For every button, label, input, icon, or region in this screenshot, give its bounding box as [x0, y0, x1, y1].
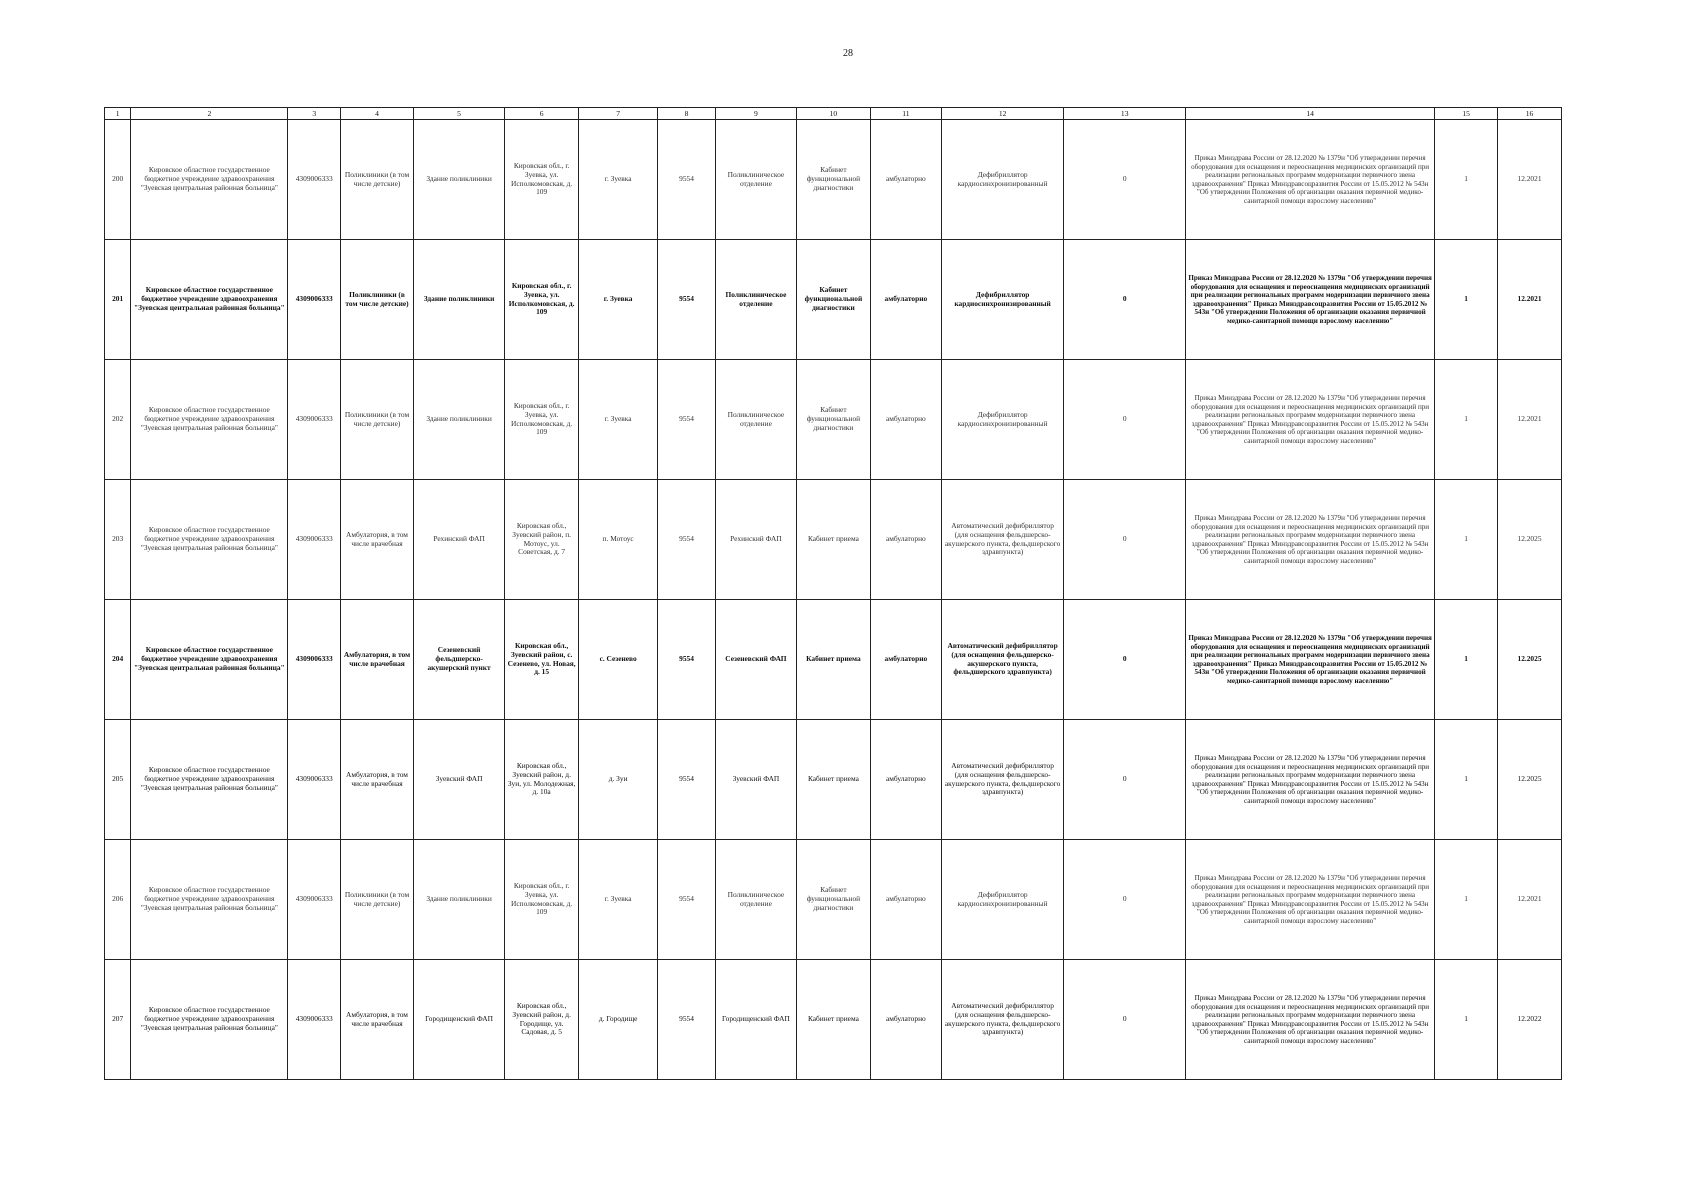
organization-cell: Кировское областное государственное бюджетное учреждение здравоохранения "Зуевская центральная районная больница": [131, 240, 288, 360]
facility-unit-cell: Зуевский ФАП: [413, 720, 504, 840]
care-form-cell: амбулаторно: [870, 960, 941, 1080]
organization-cell: Кировское областное государственное бюджетное учреждение здравоохранения "Зуевская центральная районная больница": [131, 480, 288, 600]
column-number: 16: [1498, 108, 1562, 120]
address-cell: Кировская обл., г. Зуевка, ул. Исполкомовская, д. 109: [505, 240, 579, 360]
column-number: 4: [341, 108, 414, 120]
row-number-cell: 203: [105, 480, 131, 600]
inn-cell: 4309006333: [288, 960, 341, 1080]
order-reference-cell: Приказ Минздрава России от 28.12.2020 № 1379н "Об утверждении перечня оборудования для оснащения и переоснащения медицинских организаций при реализации региональных программ модернизации первичного звена здравоохранения" Приказ Минздравсоцразвития России от 15.05.2012 № 543н "Об утверждении Положения об организации оказания первичной медико-санитарной помощи взрослому населению": [1185, 960, 1434, 1080]
facility-type-cell: Амбулатория, в том числе врачебная: [341, 480, 414, 600]
row-number-cell: 206: [105, 840, 131, 960]
department-cell: Рехинский ФАП: [715, 480, 796, 600]
address-cell: Кировская обл., Зуевский район, д. Зуи, ул. Молодежная, д. 10а: [505, 720, 579, 840]
facility-type-cell: Поликлиники (в том числе детские): [341, 840, 414, 960]
care-form-cell: амбулаторно: [870, 600, 941, 720]
column-13-cell: 0: [1064, 480, 1186, 600]
quantity-cell: 1: [1435, 600, 1498, 720]
column-number: 9: [715, 108, 796, 120]
inn-cell: 4309006333: [288, 720, 341, 840]
column-13-cell: 0: [1064, 600, 1186, 720]
date-cell: 12.2021: [1498, 360, 1562, 480]
department-cell: Зуевский ФАП: [715, 720, 796, 840]
date-cell: 12.2025: [1498, 600, 1562, 720]
row-number-cell: 207: [105, 960, 131, 1080]
room-cell: Кабинет приема: [796, 480, 870, 600]
locality-cell: д. Зуи: [579, 720, 658, 840]
order-reference-cell: Приказ Минздрава России от 28.12.2020 № 1379н "Об утверждении перечня оборудования для оснащения и переоснащения медицинских организаций при реализации региональных программ модернизации первичного звена здравоохранения" Приказ Минздравсоцразвития России от 15.05.2012 № 543н "Об утверждении Положения об организации оказания первичной медико-санитарной помощи взрослому населению": [1185, 720, 1434, 840]
locality-cell: г. Зуевка: [579, 840, 658, 960]
facility-unit-cell: Сезеневский фельдшерско-акушерский пункт: [413, 600, 504, 720]
address-cell: Кировская обл., г. Зуевка, ул. Исполкомовская, д. 109: [505, 840, 579, 960]
column-number: 7: [579, 108, 658, 120]
table-row: [105, 120, 1562, 240]
code-cell: 9554: [658, 960, 716, 1080]
column-13-cell: 0: [1064, 720, 1186, 840]
inn-cell: 4309006333: [288, 480, 341, 600]
department-cell: Городищенский ФАП: [715, 960, 796, 1080]
equipment-cell: Дефибриллятор кардиосинхронизированный: [941, 120, 1064, 240]
date-cell: 12.2021: [1498, 240, 1562, 360]
locality-cell: д. Городище: [579, 960, 658, 1080]
quantity-cell: 1: [1435, 360, 1498, 480]
locality-cell: г. Зуевка: [579, 240, 658, 360]
department-cell: Сезеневский ФАП: [715, 600, 796, 720]
quantity-cell: 1: [1435, 960, 1498, 1080]
order-reference-cell: Приказ Минздрава России от 28.12.2020 № 1379н "Об утверждении перечня оборудования для оснащения и переоснащения медицинских организаций при реализации региональных программ модернизации первичного звена здравоохранения" Приказ Минздравсоцразвития России от 15.05.2012 № 543н "Об утверждении Положения об организации оказания первичной медико-санитарной помощи взрослому населению": [1185, 240, 1434, 360]
room-cell: Кабинет функциональной диагностики: [796, 840, 870, 960]
column-number: 11: [870, 108, 941, 120]
facility-unit-cell: Здание поликлиники: [413, 240, 504, 360]
date-cell: 12.2025: [1498, 480, 1562, 600]
date-cell: 12.2021: [1498, 840, 1562, 960]
facility-type-cell: Поликлиники (в том числе детские): [341, 360, 414, 480]
department-cell: Поликлиническое отделение: [715, 840, 796, 960]
room-cell: Кабинет приема: [796, 600, 870, 720]
table-row: [105, 360, 1562, 480]
facility-unit-cell: Здание поликлиники: [413, 360, 504, 480]
inn-cell: 4309006333: [288, 840, 341, 960]
department-cell: Поликлиническое отделение: [715, 120, 796, 240]
locality-cell: с. Сезенево: [579, 600, 658, 720]
code-cell: 9554: [658, 360, 716, 480]
locality-cell: г. Зуевка: [579, 360, 658, 480]
facility-type-cell: Амбулатория, в том числе врачебная: [341, 600, 414, 720]
locality-cell: г. Зуевка: [579, 120, 658, 240]
column-number-row: [105, 108, 1562, 120]
facility-type-cell: Поликлиники (в том числе детские): [341, 240, 414, 360]
organization-cell: Кировское областное государственное бюджетное учреждение здравоохранения "Зуевская центральная районная больница": [131, 120, 288, 240]
care-form-cell: амбулаторно: [870, 360, 941, 480]
facility-unit-cell: Здание поликлиники: [413, 120, 504, 240]
inn-cell: 4309006333: [288, 120, 341, 240]
care-form-cell: амбулаторно: [870, 120, 941, 240]
table-row: [105, 480, 1562, 600]
address-cell: Кировская обл., г. Зуевка, ул. Исполкомовская, д. 109: [505, 120, 579, 240]
column-number: 15: [1435, 108, 1498, 120]
table-row: [105, 600, 1562, 720]
column-number: 10: [796, 108, 870, 120]
date-cell: 12.2022: [1498, 960, 1562, 1080]
table-row: [105, 240, 1562, 360]
code-cell: 9554: [658, 840, 716, 960]
code-cell: 9554: [658, 480, 716, 600]
care-form-cell: амбулаторно: [870, 480, 941, 600]
department-cell: Поликлиническое отделение: [715, 360, 796, 480]
column-13-cell: 0: [1064, 960, 1186, 1080]
room-cell: Кабинет функциональной диагностики: [796, 360, 870, 480]
column-number: 6: [505, 108, 579, 120]
column-number: 5: [413, 108, 504, 120]
equipment-cell: Автоматический дефибриллятор (для оснащения фельдшерско-акушерского пункта, фельдшерского здравпункта): [941, 600, 1064, 720]
quantity-cell: 1: [1435, 240, 1498, 360]
row-number-cell: 205: [105, 720, 131, 840]
organization-cell: Кировское областное государственное бюджетное учреждение здравоохранения "Зуевская центральная районная больница": [131, 600, 288, 720]
column-13-cell: 0: [1064, 120, 1186, 240]
column-number: 3: [288, 108, 341, 120]
column-13-cell: 0: [1064, 240, 1186, 360]
code-cell: 9554: [658, 240, 716, 360]
equipment-table: [104, 107, 1562, 1080]
order-reference-cell: Приказ Минздрава России от 28.12.2020 № 1379н "Об утверждении перечня оборудования для оснащения и переоснащения медицинских организаций при реализации региональных программ модернизации первичного звена здравоохранения" Приказ Минздравсоцразвития России от 15.05.2012 № 543н "Об утверждении Положения об организации оказания первичной медико-санитарной помощи взрослому населению": [1185, 360, 1434, 480]
care-form-cell: амбулаторно: [870, 840, 941, 960]
equipment-cell: Дефибриллятор кардиосинхронизированный: [941, 240, 1064, 360]
facility-unit-cell: Здание поликлиники: [413, 840, 504, 960]
column-number: 12: [941, 108, 1064, 120]
care-form-cell: амбулаторно: [870, 240, 941, 360]
column-number: 2: [131, 108, 288, 120]
column-13-cell: 0: [1064, 360, 1186, 480]
address-cell: Кировская обл., Зуевский район, п. Мотоус, ул. Советская, д. 7: [505, 480, 579, 600]
organization-cell: Кировское областное государственное бюджетное учреждение здравоохранения "Зуевская центральная районная больница": [131, 720, 288, 840]
row-number-cell: 201: [105, 240, 131, 360]
order-reference-cell: Приказ Минздрава России от 28.12.2020 № 1379н "Об утверждении перечня оборудования для оснащения и переоснащения медицинских организаций при реализации региональных программ модернизации первичного звена здравоохранения" Приказ Минздравсоцразвития России от 15.05.2012 № 543н "Об утверждении Положения об организации оказания первичной медико-санитарной помощи взрослому населению": [1185, 120, 1434, 240]
care-form-cell: амбулаторно: [870, 720, 941, 840]
page-number: 28: [843, 48, 853, 59]
inn-cell: 4309006333: [288, 360, 341, 480]
room-cell: Кабинет приема: [796, 720, 870, 840]
quantity-cell: 1: [1435, 120, 1498, 240]
row-number-cell: 200: [105, 120, 131, 240]
quantity-cell: 1: [1435, 480, 1498, 600]
order-reference-cell: Приказ Минздрава России от 28.12.2020 № 1379н "Об утверждении перечня оборудования для оснащения и переоснащения медицинских организаций при реализации региональных программ модернизации первичного звена здравоохранения" Приказ Минздравсоцразвития России от 15.05.2012 № 543н "Об утверждении Положения об организации оказания первичной медико-санитарной помощи взрослому населению": [1185, 600, 1434, 720]
room-cell: Кабинет функциональной диагностики: [796, 120, 870, 240]
table-row: [105, 720, 1562, 840]
equipment-cell: Дефибриллятор кардиосинхронизированный: [941, 360, 1064, 480]
facility-unit-cell: Городищенский ФАП: [413, 960, 504, 1080]
equipment-cell: Автоматический дефибриллятор (для оснащения фельдшерско-акушерского пункта, фельдшерского здравпункта): [941, 480, 1064, 600]
column-number: 8: [658, 108, 716, 120]
organization-cell: Кировское областное государственное бюджетное учреждение здравоохранения "Зуевская центральная районная больница": [131, 960, 288, 1080]
address-cell: Кировская обл., Зуевский район, д. Городище, ул. Садовая, д. 5: [505, 960, 579, 1080]
quantity-cell: 1: [1435, 840, 1498, 960]
table-body: [105, 108, 1562, 1080]
row-number-cell: 202: [105, 360, 131, 480]
equipment-cell: Автоматический дефибриллятор (для оснащения фельдшерско-акушерского пункта, фельдшерского здравпункта): [941, 720, 1064, 840]
facility-type-cell: Поликлиники (в том числе детские): [341, 120, 414, 240]
inn-cell: 4309006333: [288, 240, 341, 360]
date-cell: 12.2021: [1498, 120, 1562, 240]
table-row: [105, 960, 1562, 1080]
column-number: 1: [105, 108, 131, 120]
room-cell: Кабинет функциональной диагностики: [796, 240, 870, 360]
locality-cell: п. Мотоус: [579, 480, 658, 600]
facility-type-cell: Амбулатория, в том числе врачебная: [341, 720, 414, 840]
code-cell: 9554: [658, 120, 716, 240]
column-number: 14: [1185, 108, 1434, 120]
row-number-cell: 204: [105, 600, 131, 720]
equipment-cell: Автоматический дефибриллятор (для оснащения фельдшерско-акушерского пункта, фельдшерского здравпункта): [941, 960, 1064, 1080]
table-row: [105, 840, 1562, 960]
quantity-cell: 1: [1435, 720, 1498, 840]
order-reference-cell: Приказ Минздрава России от 28.12.2020 № 1379н "Об утверждении перечня оборудования для оснащения и переоснащения медицинских организаций при реализации региональных программ модернизации первичного звена здравоохранения" Приказ Минздравсоцразвития России от 15.05.2012 № 543н "Об утверждении Положения об организации оказания первичной медико-санитарной помощи взрослому населению": [1185, 840, 1434, 960]
code-cell: 9554: [658, 600, 716, 720]
facility-unit-cell: Рехинский ФАП: [413, 480, 504, 600]
room-cell: Кабинет приема: [796, 960, 870, 1080]
address-cell: Кировская обл., Зуевский район, с. Сезенево, ул. Новая, д. 15: [505, 600, 579, 720]
column-number: 13: [1064, 108, 1186, 120]
date-cell: 12.2025: [1498, 720, 1562, 840]
inn-cell: 4309006333: [288, 600, 341, 720]
address-cell: Кировская обл., г. Зуевка, ул. Исполкомовская, д. 109: [505, 360, 579, 480]
department-cell: Поликлиническое отделение: [715, 240, 796, 360]
organization-cell: Кировское областное государственное бюджетное учреждение здравоохранения "Зуевская центральная районная больница": [131, 840, 288, 960]
facility-type-cell: Амбулатория, в том числе врачебная: [341, 960, 414, 1080]
equipment-cell: Дефибриллятор кардиосинхронизированный: [941, 840, 1064, 960]
order-reference-cell: Приказ Минздрава России от 28.12.2020 № 1379н "Об утверждении перечня оборудования для оснащения и переоснащения медицинских организаций при реализации региональных программ модернизации первичного звена здравоохранения" Приказ Минздравсоцразвития России от 15.05.2012 № 543н "Об утверждении Положения об организации оказания первичной медико-санитарной помощи взрослому населению": [1185, 480, 1434, 600]
organization-cell: Кировское областное государственное бюджетное учреждение здравоохранения "Зуевская центральная районная больница": [131, 360, 288, 480]
code-cell: 9554: [658, 720, 716, 840]
column-13-cell: 0: [1064, 840, 1186, 960]
